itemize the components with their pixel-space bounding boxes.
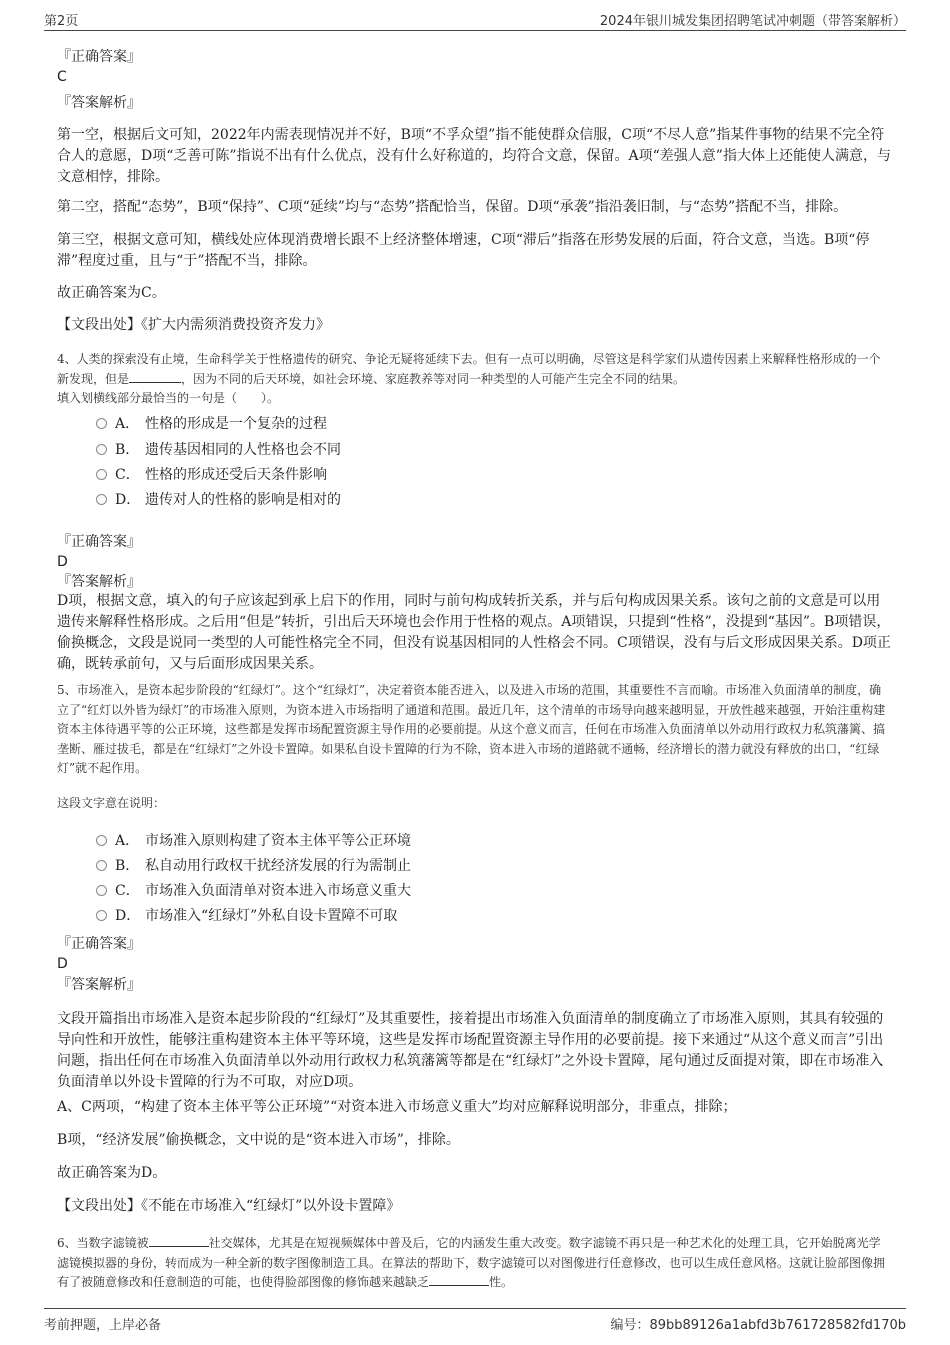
q5-analysis-para-2: A、C两项，“构建了资本主体平等公正环境”“对资本进入市场意义重大”均对应解释说明部分，非重点，排除； [57,1099,737,1115]
radio-icon[interactable] [96,835,107,846]
q5-answer-label: 『正确答案』 [57,936,141,952]
q6-stem-part-1: 6、当数字滤镜被 [57,1236,149,1250]
q3-analysis-label: 『答案解析』 [57,95,141,111]
q5-conclusion: 故正确答案为D。 [57,1165,167,1181]
document-title: 2024年银川城发集团招聘笔试冲刺题（带答案解析） [599,14,906,29]
q5-analysis-label: 『答案解析』 [57,977,141,993]
radio-icon[interactable] [96,494,107,505]
radio-icon[interactable] [96,860,107,871]
q4-prompt: 填入划横线部分最恰当的一句是（ ）。 [57,391,280,405]
page-number: 第2页 [44,14,79,29]
blank-line [129,372,181,383]
q4-option-b[interactable]: B． 遗传基因相同的人性格也会不同 [96,440,341,460]
q5-stem: 5、市场准入，是资本起步阶段的“红绿灯”。这个“红绿灯”，决定着资本能否进入，以及进入市场的范围，其重要性不言而喻。市场准入负面清单的制度，确立了“红灯以外皆为绿灯”的市场准入原则，为资本进入市场指明了通道和范围。最近几年，这个清单的市场导向越来越明显，开放性越来越强，开始注重构建资本主体待遇平等的公正环境，这些都是发挥市场配置资源主导作用的必要前提。从这个意义而言，任何在市场准入负面清单以外动用行政权力私筑藩篱、搞垄断、雁过拔毛，都是在“红绿灯”之外设卡置障。如果私自设卡置障的行为不除，资本进入市场的道路就不通畅，经济增长的潜力就没有释放的出口，“红绿灯”就不起作用。 [57,683,886,775]
q4-stem-part-1: 4、人类的探索没有止境，生命科学关于性格遗传的研究、争论无疑将延续下去。但有一点可以明确，尽管这是科学家们从遗传因素上来解释性格形成的一个新发现，但是 [57,352,881,386]
q4-stem-part-2: ，因为不同的后天环境，如社会环境、家庭教养等对同一种类型的人可能产生完全不同的结果。 [181,371,686,386]
page-footer [44,1308,906,1333]
page-header [44,10,906,31]
q5-answer: D [57,956,68,972]
radio-icon[interactable] [96,910,107,921]
q4-answer-label: 『正确答案』 [57,534,141,550]
q5-option-b[interactable]: B． 私自动用行政权干扰经济发展的行为需制止 [96,856,411,876]
q6-stem [57,1234,892,1293]
q4-option-d[interactable]: D． 遗传对人的性格的影响是相对的 [96,490,341,510]
q5-prompt: 这段文字意在说明： [57,796,166,810]
q5-analysis-para-1: 文段开篇指出市场准入是资本起步阶段的“红绿灯”及其重要性，接着提出市场准入负面清单的制度确立了市场准入原则，其具有较强的导向性和开放性，能够注重构建资本主体平等环境，这些是发挥市场配置资源主导作用的必要前提。接下来通过“从这个意义而言”引出问题，指出任何在市场准入负面清单以外动用行政权力私筑藩篱等都是在“红绿灯”之外设卡置障，尾句通过反面提对策，即在市场准入负面清单以外设卡置障的行为不可取，对应D项。 [57,1011,884,1090]
q5-option-d[interactable]: D． 市场准入“红绿灯”外私自设卡置障不可取 [96,906,397,926]
q4-option-a[interactable]: A． 性格的形成是一个复杂的过程 [96,414,327,434]
q5-option-a[interactable]: A． 市场准入原则构建了资本主体平等公正环境 [96,831,411,851]
q6-stem-part-2: 社交媒体，尤其是在短视频媒体中普及后，它的内涵发生重大改变。数字滤镜不再只是一种艺术化的处理工具，它开始脱离光学滤镜模拟器的身份，转而成为一种全新的数字图像制造工具。在算法的帮助下，数字滤镜可以对图像进行任意修改，也可以生成任意风格。这就让脸部图像拥有了被随意修改和任意制造的可能，也使得脸部图像的修饰越来越缺乏 [57,1236,886,1289]
q3-answer: C [57,69,67,85]
q3-analysis-para-3: 第三空，根据文意可知，横线处应体现消费增长跟不上经济整体增速，C项“滞后”指落在形势发展的后面，符合文意，当选。B项“停滞”程度过重，且与“于”搭配不当，排除。 [57,232,870,269]
q3-source: 【文段出处】《扩大内需须消费投资齐发力》 [57,317,330,333]
radio-icon[interactable] [96,469,107,480]
q3-analysis-para-1: 第一空，根据后文可知，2022年内需表现情况并不好，B项“不孚众望”指不能使群众信服，C项“不尽人意”指某件事物的结果不完全符合人的意愿，D项“乏善可陈”指说不出有什么优点，没有什么好称道的，均符合文意，保留。A项“差强人意”指大体上还能使人满意，与文意相悖，排除。 [57,127,891,185]
q3-answer-label: 『正确答案』 [57,49,141,65]
blank-line [429,1275,489,1286]
q6-stem-part-3: 性。 [489,1275,514,1289]
q5-analysis-para-3: B项，“经济发展”偷换概念，文中说的是“资本进入市场”，排除。 [57,1132,460,1148]
radio-icon[interactable] [96,444,107,455]
q4-answer: D [57,554,68,570]
radio-icon[interactable] [96,418,107,429]
q4-stem [57,350,892,389]
q5-source: 【文段出处】《不能在市场准入“红绿灯”以外设卡置障》 [57,1198,401,1214]
radio-icon[interactable] [96,885,107,896]
q4-analysis-label: 『答案解析』 [57,574,141,590]
q3-conclusion: 故正确答案为C。 [57,285,166,301]
document-id: 编号：89bb89126a1abfd3b761728582fd170b [610,1318,906,1333]
q3-analysis-para-2: 第二空，搭配“态势”，B项“保持”、C项“延续”均与“态势”搭配恰当，保留。D项“承袭”指沿袭旧制，与“态势”搭配不当，排除。 [57,199,848,215]
blank-line [149,1236,209,1247]
footer-slogan: 考前押题，上岸必备 [44,1318,162,1333]
q4-analysis: D项，根据文意，填入的句子应该起到承上启下的作用，同时与前句构成转折关系，并与后句构成因果关系。该句之前的文意是可以用遗传来解释性格形成。之后用“但是”转折，引出后天环境也会作用于性格的观点。A项错误，只提到“性格”，没提到“基因”。B项错误，偷换概念，文段是说同一类型的人可能性格完全不同，但没有说基因相同的人性格会不同。C项错误，没有与后文形成因果关系。D项正确，既转承前句，又与后面形成因果关系。 [57,593,891,672]
q4-option-c[interactable]: C． 性格的形成还受后天条件影响 [96,465,327,485]
q5-option-c[interactable]: C． 市场准入负面清单对资本进入市场意义重大 [96,881,411,901]
